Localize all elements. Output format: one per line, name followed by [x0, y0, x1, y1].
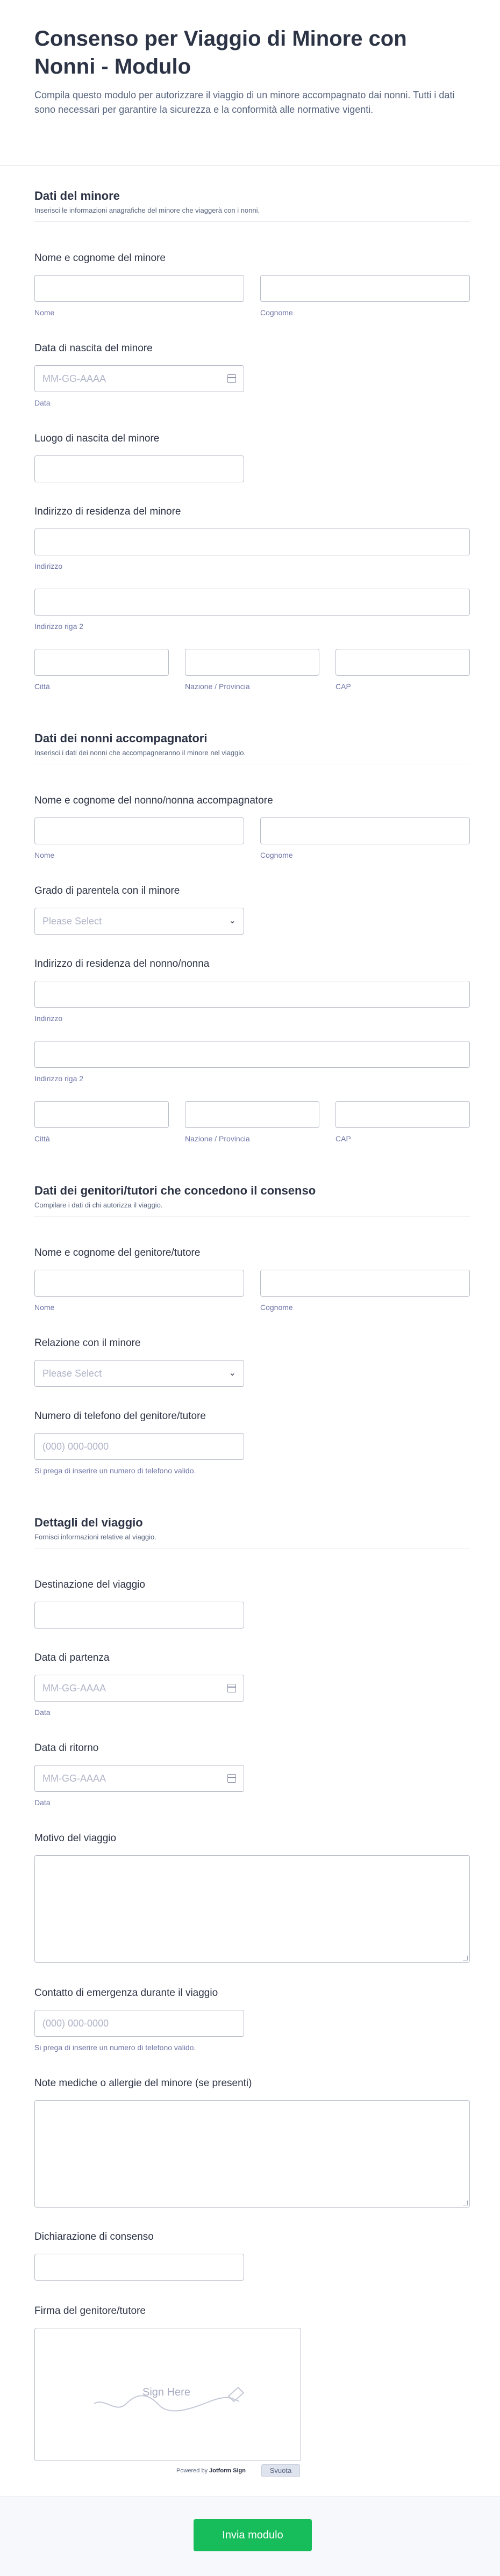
powered-by-label: Powered by — [176, 2468, 208, 2474]
chevron-down-icon: ⌄ — [228, 1369, 236, 1378]
label-minor-dob: Data di nascita del minore — [34, 343, 153, 354]
section-title-parents: Dati dei genitori/tutori che concedono il consenso — [34, 1184, 316, 1197]
section-divider — [34, 1216, 470, 1217]
calendar-icon[interactable] — [227, 1684, 236, 1692]
sublabel-nation: Nazione / Provincia — [185, 682, 250, 691]
minor-address2-input[interactable] — [34, 589, 470, 616]
minor-address-input[interactable] — [34, 529, 470, 555]
section-title-grandparents: Dati dei nonni accompagnatori — [34, 732, 208, 745]
label-gp-address: Indirizzo di residenza del nonno/nonna — [34, 958, 210, 969]
sublabel-last: Cognome — [260, 851, 293, 859]
minor-last-name-input[interactable] — [260, 275, 470, 302]
sign-here-text: Sign Here — [142, 2386, 190, 2398]
label-parent-phone: Numero di telefono del genitore/tutore — [34, 1410, 206, 1422]
phone-placeholder: (000) 000-0000 — [42, 1441, 109, 1452]
resize-grip-icon[interactable] — [463, 1956, 468, 1960]
reason-textarea[interactable] — [34, 1855, 470, 1963]
gp-cap-input[interactable] — [335, 1101, 470, 1128]
select-placeholder: Please Select — [42, 916, 102, 927]
date-placeholder: MM-GG-AAAA — [42, 1683, 106, 1694]
minor-dob-input[interactable] — [34, 365, 244, 392]
label-minor-name: Nome e cognome del minore — [34, 252, 166, 264]
sublabel-first: Nome — [34, 308, 55, 317]
date-placeholder: MM-GG-AAAA — [42, 1773, 106, 1784]
resize-grip-icon[interactable] — [463, 2201, 468, 2205]
phone-placeholder: (000) 000-0000 — [42, 2018, 109, 2029]
section-divider — [34, 221, 470, 222]
sublabel-address2: Indirizzo riga 2 — [34, 1074, 84, 1083]
header-divider — [0, 165, 500, 166]
section-subtitle-grandparents: Inserisci i dati dei nonni che accompagneranno il minore nel viaggio. — [34, 749, 246, 757]
page-subtitle: Compila questo modulo per autorizzare il viaggio di un minore accompagnato dai nonni. Tutti i dati sono necessari per garantire la sicurezza e la conformità alle normative vigenti. — [34, 90, 455, 115]
label-destination: Destinazione del viaggio — [34, 1579, 145, 1590]
calendar-icon[interactable] — [227, 1774, 236, 1783]
label-minor-birthplace: Luogo di nascita del minore — [34, 433, 160, 444]
label-medical: Note mediche o allergie del minore (se presenti) — [34, 2078, 252, 2089]
return-date-input[interactable] — [34, 1765, 244, 1792]
gp-address-input[interactable] — [34, 981, 470, 1008]
select-placeholder: Please Select — [42, 1368, 102, 1379]
sublabel-nation: Nazione / Provincia — [185, 1134, 250, 1143]
sublabel-city: Città — [34, 1134, 50, 1143]
parent-first-name-input[interactable] — [34, 1270, 244, 1297]
sublabel-last: Cognome — [260, 1303, 293, 1312]
sublabel-date: Data — [34, 1708, 51, 1717]
minor-cap-input[interactable] — [335, 649, 470, 676]
gp-first-name-input[interactable] — [34, 817, 244, 844]
sublabel-phone-hint: Si prega di inserire un numero di telefono valido. — [34, 2043, 196, 2052]
section-title-trip: Dettagli del viaggio — [34, 1516, 143, 1529]
sublabel-date: Data — [34, 399, 51, 407]
sublabel-cap: CAP — [335, 1134, 351, 1143]
sublabel-last: Cognome — [260, 308, 293, 317]
declaration-input[interactable] — [34, 2254, 244, 2281]
departure-date-input[interactable] — [34, 1675, 244, 1702]
signature-pad[interactable] — [34, 2328, 301, 2461]
label-emergency: Contatto di emergenza durante il viaggio — [34, 1987, 218, 1999]
submit-button[interactable]: Invia modulo — [194, 2519, 312, 2551]
section-title-minor: Dati del minore — [34, 189, 120, 202]
label-minor-address: Indirizzo di residenza del minore — [34, 506, 181, 517]
section-subtitle-minor: Inserisci le informazioni anagrafiche del minore che viaggerà con i nonni. — [34, 206, 260, 214]
calendar-icon[interactable] — [227, 374, 236, 383]
parent-last-name-input[interactable] — [260, 1270, 470, 1297]
chevron-down-icon: ⌄ — [228, 916, 236, 925]
sublabel-address2: Indirizzo riga 2 — [34, 622, 84, 631]
label-return: Data di ritorno — [34, 1742, 99, 1754]
label-declaration: Dichiarazione di consenso — [34, 2231, 154, 2242]
gp-city-input[interactable] — [34, 1101, 169, 1128]
section-subtitle-parents: Compilare i dati di chi autorizza il viaggio. — [34, 1201, 163, 1209]
sublabel-first: Nome — [34, 1303, 55, 1312]
label-parent-name: Nome e cognome del genitore/tutore — [34, 1247, 201, 1258]
sublabel-date: Data — [34, 1798, 51, 1807]
section-subtitle-trip: Fornisci informazioni relative al viaggio. — [34, 1533, 156, 1541]
label-parent-relation: Relazione con il minore — [34, 1337, 141, 1349]
sublabel-city: Città — [34, 682, 50, 691]
clear-signature-button[interactable]: Svuota — [261, 2464, 300, 2477]
date-placeholder: MM-GG-AAAA — [42, 373, 106, 384]
label-reason: Motivo del viaggio — [34, 1833, 117, 1844]
label-gp-relation: Grado di parentela con il minore — [34, 885, 180, 896]
sublabel-address: Indirizzo — [34, 1014, 63, 1023]
sublabel-address: Indirizzo — [34, 562, 63, 570]
destination-input[interactable] — [34, 1602, 244, 1629]
minor-city-input[interactable] — [34, 649, 169, 676]
minor-nation-input[interactable] — [185, 649, 319, 676]
brand-name: Jotform Sign — [209, 2468, 246, 2474]
parent-phone-input[interactable] — [34, 1433, 244, 1460]
powered-by-text — [176, 2468, 246, 2474]
label-signature: Firma del genitore/tutore — [34, 2305, 146, 2317]
emergency-phone-input[interactable] — [34, 2010, 244, 2037]
minor-birthplace-input[interactable] — [34, 455, 244, 482]
gp-address2-input[interactable] — [34, 1041, 470, 1068]
gp-last-name-input[interactable] — [260, 817, 470, 844]
sublabel-first: Nome — [34, 851, 55, 859]
parent-relation-select[interactable] — [34, 1360, 244, 1387]
page-title: Consenso per Viaggio di Minore con Nonni - Modulo — [34, 27, 407, 78]
gp-relation-select[interactable] — [34, 908, 244, 935]
sublabel-cap: CAP — [335, 682, 351, 691]
section-divider — [34, 1548, 470, 1549]
sublabel-phone-hint: Si prega di inserire un numero di telefono valido. — [34, 1466, 196, 1475]
label-gp-name: Nome e cognome del nonno/nonna accompagnatore — [34, 795, 273, 806]
medical-notes-textarea[interactable] — [34, 2100, 470, 2208]
label-departure: Data di partenza — [34, 1652, 110, 1663]
gp-nation-input[interactable] — [185, 1101, 319, 1128]
minor-first-name-input[interactable] — [34, 275, 244, 302]
